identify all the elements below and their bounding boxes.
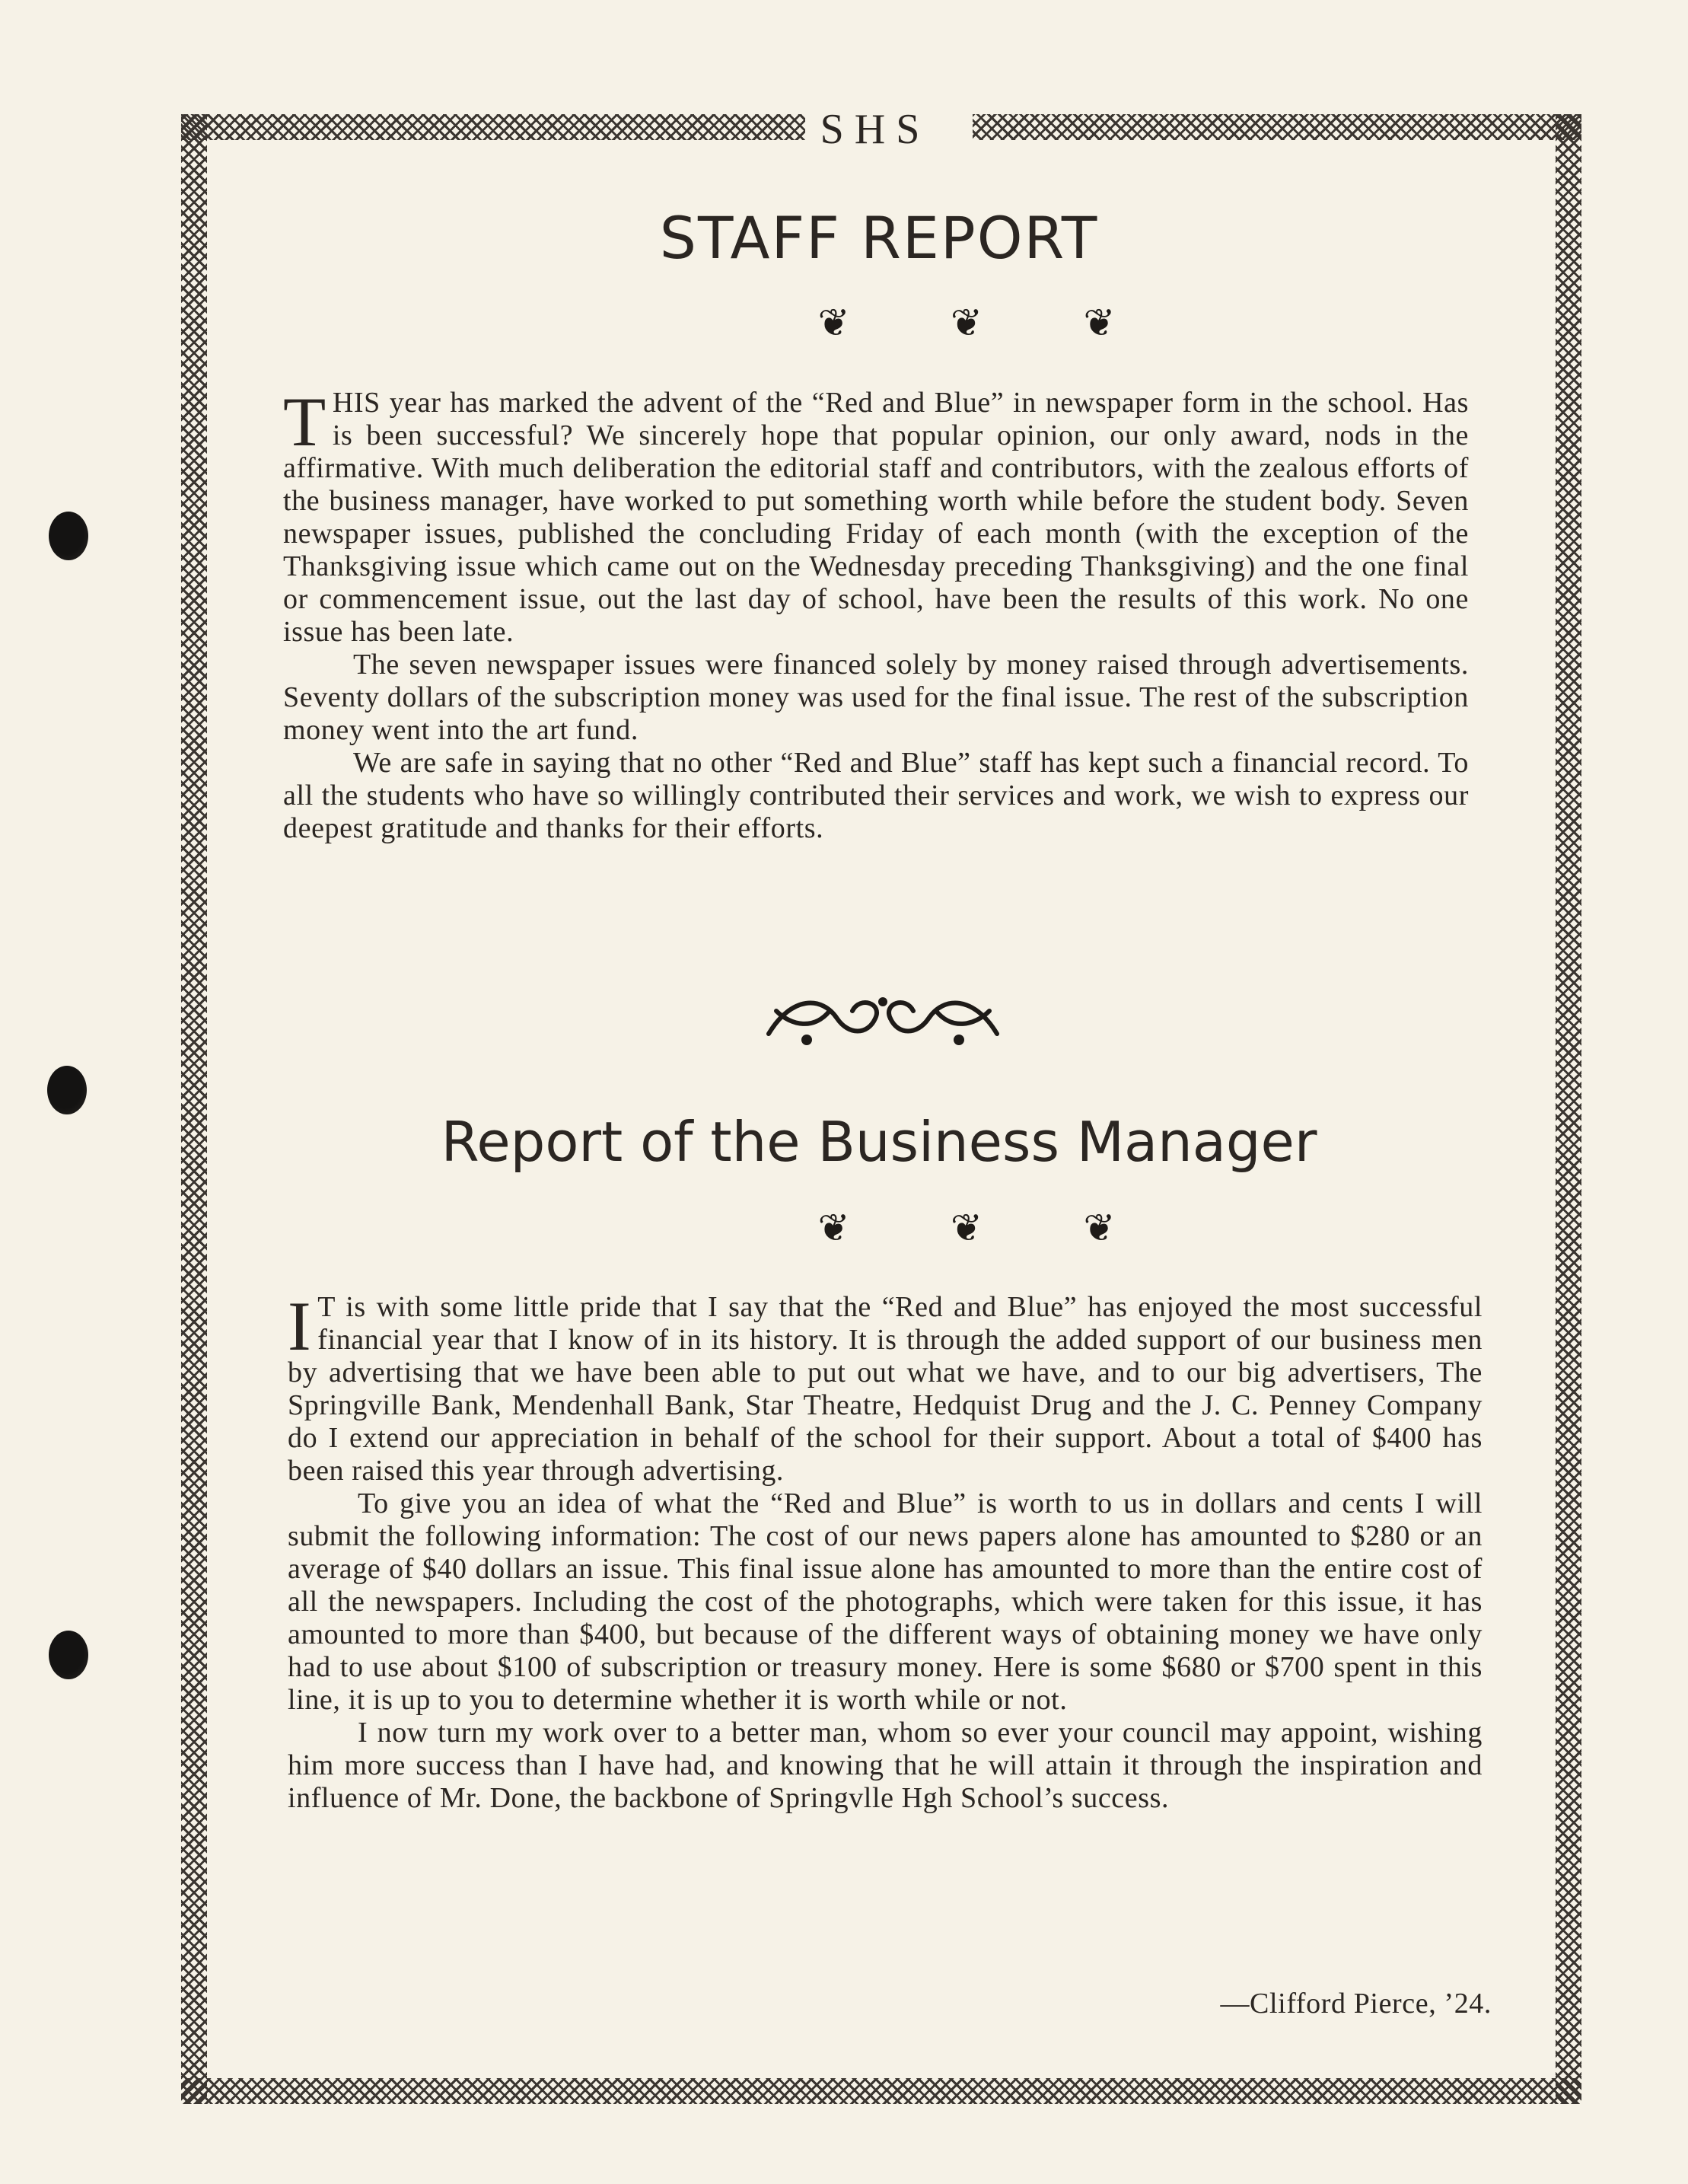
fleuron-ornament-icon: ❦ ❦ ❦ bbox=[817, 1207, 1161, 1249]
fleuron-ornament-icon: ❦ ❦ ❦ bbox=[817, 301, 1161, 344]
paragraph-text: T is with some little pride that I say that the “Red and Blue” has enjoyed the most successful financial year that I know of in its history. It is through the added support of our business men by advertising that we have been able to put out what we have, and to our big advertisers, The Springville Bank, Mendenhall Bank, Star Theatre, Hedquist Drug and the J. C. Penney Company do I extend our appreciation in behalf of the school for their support. About a total of $400 has been raised this year through advertising. bbox=[288, 1291, 1483, 1487]
business-report-paragraph-3: I now turn my work over to a better man, whom so ever your council may appoint, wishing him more success than I have had, and knowing that he will attain it through the inspiration and influence of Mr. Done, the backbone of Springvlle Hgh School’s success. bbox=[288, 1717, 1483, 1814]
business-report-paragraph-2: To give you an idea of what the “Red and Blue” is worth to us in dollars and cents I will submit the following information: The cost of our news papers alone has amounted to $280 or an average of $40 dollars an issue. This final issue alone has amounted to more than the entire cost of all the newspapers. Including the cost of the photographs, which were taken for this issue, it has amounted to more than $400, but because of the different ways of obtaining money we have only had to use about $100 of subscription or treasury money. Here is some $680 or $700 spent in this line, it is up to you to determine whether it is worth while or not. bbox=[288, 1487, 1483, 1716]
staff-report-paragraph-3: We are safe in saying that no other “Red and Blue” staff has kept such a financial record. To all the students who have so willingly contributed their services and work, we wish to express our deepest gratitude and thanks for their efforts. bbox=[283, 747, 1469, 844]
border-bottom bbox=[181, 2078, 1581, 2104]
staff-report-paragraph-1 bbox=[283, 383, 1469, 649]
border-left bbox=[181, 114, 207, 2104]
staff-report-title: STAFF REPORT bbox=[659, 204, 1099, 272]
staff-report-paragraph-2: The seven newspaper issues were financed solely by money raised through advertisements. Seventy dollars of the subscription money was used for the final issue. The rest of the subscription money went into the art fund. bbox=[283, 649, 1469, 746]
drop-cap: I bbox=[288, 1287, 312, 1365]
business-report-body bbox=[288, 1287, 1483, 1815]
border-right bbox=[1556, 114, 1581, 2104]
signature: —Clifford Pierce, ’24. bbox=[1220, 1988, 1492, 2020]
border-top-right bbox=[973, 114, 1581, 140]
paragraph-text: HIS year has marked the advent of the “Red and Blue” in newspaper form in the school. Has is been successful? We sincerely hope that popular opinion, our only award, nods in the affirmative. With much deliberation the editorial staff and contributors, with the zealous efforts of the business manager, have worked to put something worth while before the student body. Seven newspaper issues, published the concluding Friday of each month (with the exception of the Thanksgiving issue which came out on the Wednesday preceding Thanksgiving) and the one final or commencement issue, out the last day of school, have been the results of this work. No one issue has been late. bbox=[283, 387, 1469, 648]
scroll-flourish-ornament-icon bbox=[761, 988, 1005, 1049]
drop-cap: T bbox=[283, 383, 326, 461]
punch-hole bbox=[49, 1631, 88, 1679]
business-report-paragraph-1 bbox=[288, 1287, 1483, 1487]
staff-report-body bbox=[283, 383, 1469, 845]
business-report-title: Report of the Business Manager bbox=[441, 1110, 1317, 1174]
header-shs: SHS bbox=[820, 106, 931, 153]
border-top-left bbox=[181, 114, 805, 140]
punch-hole bbox=[47, 1066, 87, 1114]
punch-hole bbox=[49, 512, 88, 560]
